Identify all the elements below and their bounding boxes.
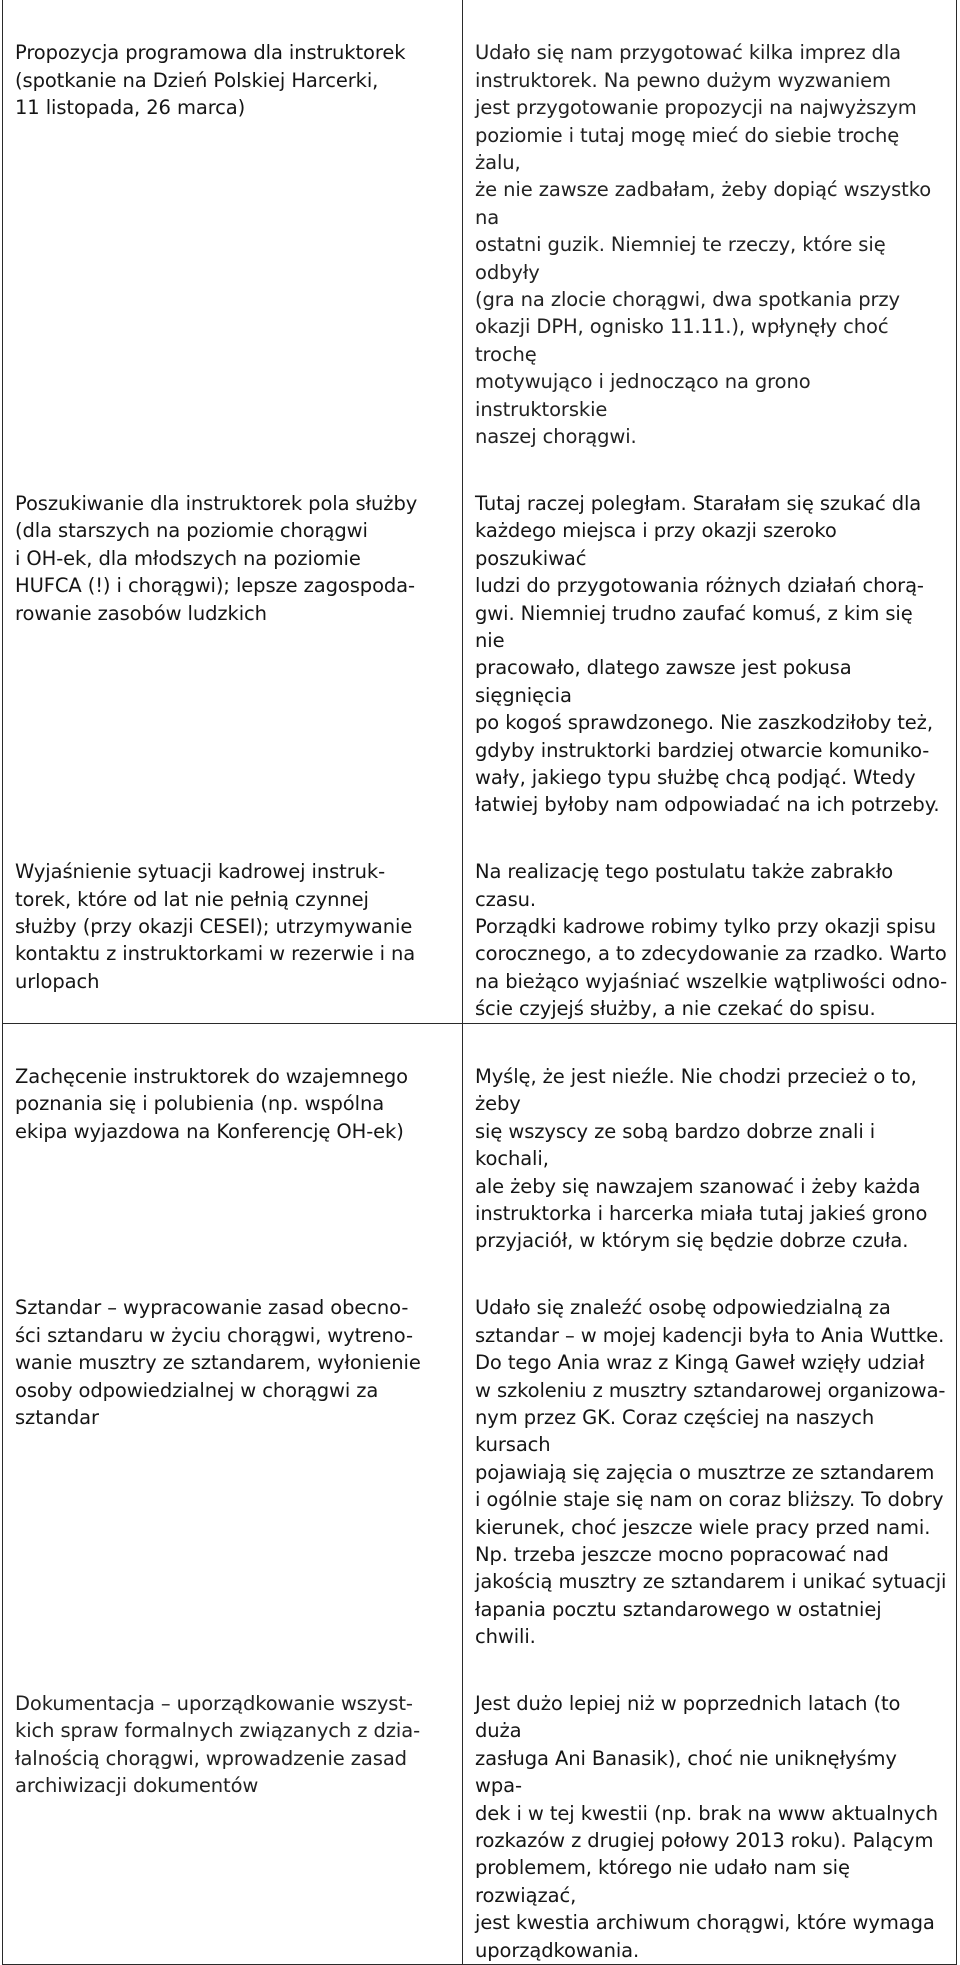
assessment-text: Jest dużo lepiej niż w poprzednich latach (to duża zasługa Ani Banasik), choć nie uniknęłyśmy wpa- dek i w tej kwestii (np. brak na www aktualnych rozkazów z drugiej połowy 2013 roku). Palącym problemem, którego nie udało nam się rozwiązać, jest kwestia archiwum chorągwi, które wymaga uporządkowania. [475, 1691, 938, 1962]
postulate-text: Zachęcenie instruktorek do wzajemnego poznania się i polubienia (np. wspólna ekipa wyjazdowa na Konferencję OH-ek) [15, 1065, 408, 1143]
postulate-text: Dokumentacja – uporządkowanie wszyst- kich spraw formalnych związanych z dzia- łalnością chorągwi, wprowadzenie zasad archiwizacji dokumentów [15, 1691, 421, 1798]
postulate-text: Poszukiwanie dla instruktorek pola służby (dla starszych na poziomie chorągwi i OH-ek, dla młodszych na poziomie HUFCA (!) i chorągwi); lepsze zagospoda- rowanie zasobów ludzkich [15, 491, 418, 625]
assessment-text: Na realizację tego postulatu także zabrakło czasu. Porządki kadrowe robimy tylko przy okazji spisu corocznego, a to zdecydowanie za rzadko. Warto na bieżąco wyjaśniać wszelkie wątpliwości odno- ście czyjejś służby, a nie czekać do spisu. [475, 860, 948, 1021]
assessment-cell [463, 1651, 957, 1965]
postulate-cell [3, 451, 463, 819]
table-row [3, 1023, 957, 1255]
assessment-cell [463, 1023, 957, 1255]
postulate-cell [3, 1255, 463, 1651]
assessment-text: Udało się znaleźć osobę odpowiedzialną za sztandar – w mojej kadencji była to Ania Wuttke. Do tego Ania wraz z Kingą Gaweł wzięły udział w szkoleniu z musztry sztandarowej organizowa- nym przez GK. Coraz częściej na naszych kursach pojawiają się zajęcia o musztrze ze sztandarem i ogólnie staje się nam on coraz bliższy. To dobry kierunek, choć jeszcze wiele pracy przed nami. Np. trzeba jeszcze mocno popracować nad jakością musztry ze sztandarem i unikać sytuacji łapania pocztu sztandarowego w ostatniej chwili. [475, 1296, 947, 1649]
table-row [3, 1651, 957, 1965]
table-row [3, 451, 957, 819]
table-row [3, 1255, 957, 1651]
postulate-text: Wyjaśnienie sytuacji kadrowej instruk- torek, które od lat nie pełnią czynnej służby (przy okazji CESEI); utrzymywanie kontaktu z instruktorkami w rezerwie i na urlopach [15, 860, 416, 993]
assessment-cell [463, 451, 957, 819]
assessment-text: Myślę, że jest nieźle. Nie chodzi przecież o to, żeby się wszyscy ze sobą bardzo dobrze znali i kochali, ale żeby się nawzajem szanować i żeby każda instruktorka i harcerka miała tutaj jakieś grono przyjaciół, w którym się będzie dobrze czuła. [475, 1065, 928, 1253]
assessment-text: Udało się nam przygotować kilka imprez dla instruktorek. Na pewno dużym wyzwaniem jest przygotowanie propozycji na najwyższym poziomie i tutaj mogę mieć do siebie trochę żalu, że nie zawsze zadbałam, żeby dopiąć wszystko na ostatni guzik. Niemniej te rzeczy, które się odbyły (gra na zlocie chorągwi, dwa spotkania przy okazji DPH, ognisko 11.11.), wpłynęły choć trochę motywująco i jednocząco na grono instruktorskie naszej chorągwi. [475, 41, 932, 449]
assessment-cell [463, 1255, 957, 1651]
table-row [3, 0, 957, 451]
postulate-text: Propozycja programowa dla instruktorek (spotkanie na Dzień Polskiej Harcerki, 11 listopada, 26 marca) [15, 41, 406, 120]
postulate-text: Sztandar – wypracowanie zasad obecno- ści sztandaru w życiu chorągwi, wytreno- wanie musztry ze sztandarem, wyłonienie osoby odpowiedzialnej w chorągwi za sztandar [15, 1296, 421, 1429]
postulates-table [2, 0, 957, 1965]
postulate-cell [3, 819, 463, 1023]
assessment-cell [463, 0, 957, 451]
postulate-cell [3, 1651, 463, 1965]
assessment-cell [463, 819, 957, 1023]
postulate-cell [3, 1023, 463, 1255]
postulate-cell [3, 0, 463, 451]
table-row [3, 819, 957, 1023]
assessment-text: Tutaj raczej poległam. Starałam się szukać dla każdego miejsca i przy okazji szeroko poszukiwać ludzi do przygotowania różnych działań chorą- gwi. Niemniej trudno zaufać komuś, z kim się nie pracowało, dlatego zawsze jest pokusa sięgnięcia po kogoś sprawdzonego. Nie zaszkodziłoby też, gdyby instruktorki bardziej otwarcie komuniko- wały, jakiego typu służbę chcą podjąć. Wtedy łatwiej byłoby nam odpowiadać na ich potrzeby. [475, 491, 940, 817]
